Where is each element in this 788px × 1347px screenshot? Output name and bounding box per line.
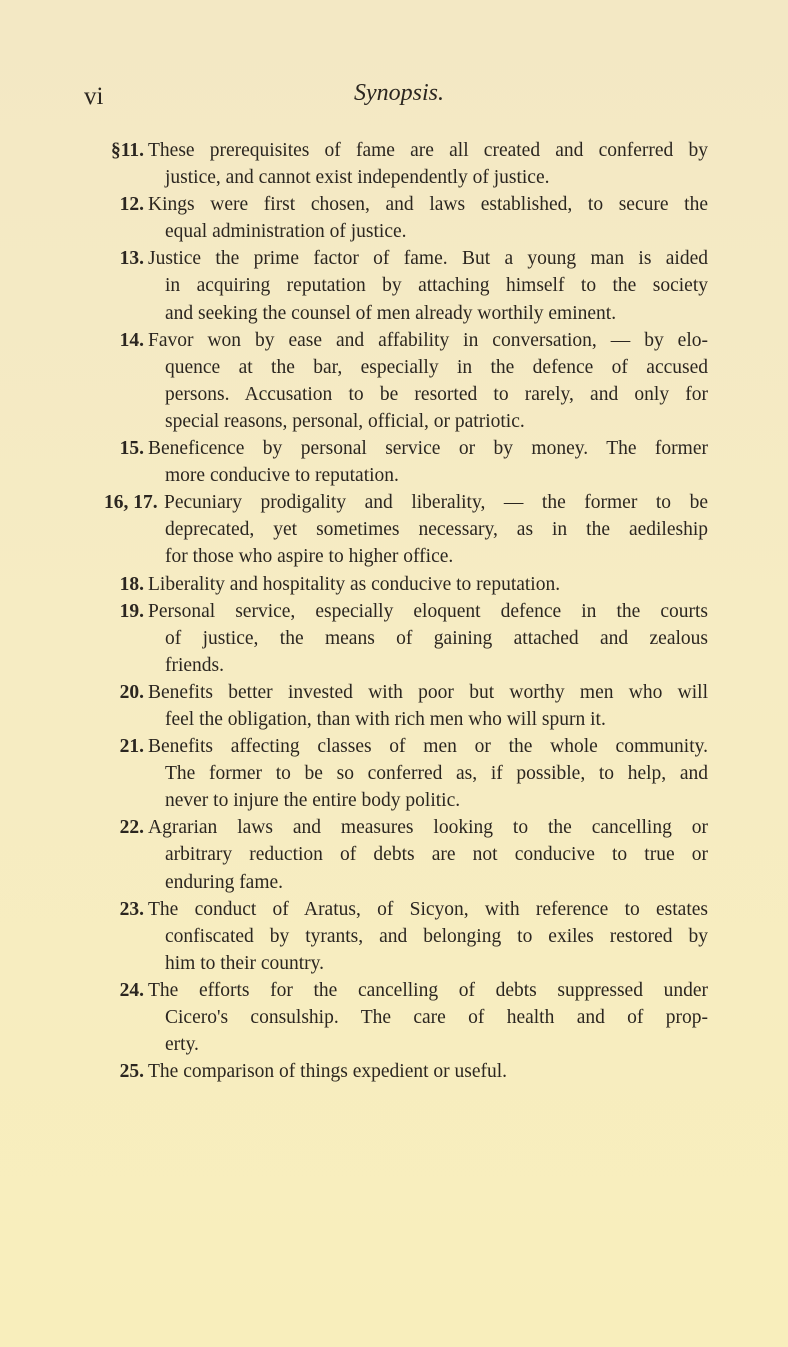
section-number: 18. bbox=[119, 573, 144, 595]
entry-text-line: Cicero's consulship. The care of health and of prop- bbox=[165, 1007, 708, 1028]
entry-text-line: never to injure the entire body politic. bbox=[165, 790, 461, 812]
synopsis-entry bbox=[104, 327, 708, 435]
entry-text-line: in acquiring reputation by attaching himself to the society bbox=[165, 275, 708, 297]
entry-text-line: The efforts for the cancelling of debts suppressed under bbox=[148, 979, 708, 1001]
entry-text-line: Agrarian laws and measures looking to the cancelling or bbox=[148, 817, 708, 839]
section-number: 19. bbox=[119, 600, 144, 622]
entry-text-line: and seeking the counsel of men already worthily eminent. bbox=[165, 302, 617, 324]
section-number: 14. bbox=[119, 329, 144, 351]
section-number: 24. bbox=[119, 979, 144, 1001]
entry-text-line: deprecated, yet sometimes necessary, as in the aedileship bbox=[165, 519, 708, 541]
entry-text-line: quence at the bar, especially in the defence of accused bbox=[165, 356, 708, 378]
entry-text-line: enduring fame. bbox=[165, 871, 284, 893]
synopsis-entry bbox=[104, 1058, 708, 1085]
entry-text-line: feel the obligation, than with rich men who will spurn it. bbox=[165, 708, 606, 730]
entry-text-line: Favor won by ease and affability in conversation, — by elo- bbox=[148, 329, 708, 351]
synopsis-entry bbox=[104, 245, 708, 326]
page-title: Synopsis. bbox=[354, 80, 444, 106]
synopsis-entry bbox=[104, 191, 708, 245]
synopsis-entry bbox=[104, 571, 708, 598]
entry-text-line: arbitrary reduction of debts are not conducive to true or bbox=[165, 844, 708, 866]
entry-text-line: special reasons, personal, official, or patriotic. bbox=[165, 410, 525, 432]
synopsis-entry bbox=[104, 896, 708, 977]
synopsis-entry bbox=[104, 977, 708, 1058]
entry-text-line: justice, and cannot exist independently of justice. bbox=[165, 167, 550, 189]
entry-text-line: The conduct of Aratus, of Sicyon, with reference to estates bbox=[148, 898, 708, 920]
section-number: 22. bbox=[119, 817, 144, 839]
synopsis-entry bbox=[104, 435, 708, 489]
entry-text-line: Kings were first chosen, and laws established, to secure the bbox=[148, 194, 708, 216]
entry-text-line: Justice the prime factor of fame. But a young man is aided bbox=[148, 248, 708, 270]
entry-text-line: Liberality and hospitality as conducive to reputation. bbox=[148, 573, 561, 595]
entry-text-line: Pecuniary prodigality and liberality, — the former to be bbox=[164, 492, 708, 514]
entry-text-line: for those who aspire to higher office. bbox=[165, 546, 454, 568]
section-number: §11. bbox=[110, 140, 144, 161]
section-number: 12. bbox=[119, 194, 144, 216]
section-number: 25. bbox=[119, 1061, 144, 1083]
synopsis-entry bbox=[104, 814, 708, 895]
entry-text-line: persons. Accusation to be resorted to rarely, and only for bbox=[165, 383, 708, 405]
entry-text-line: equal administration of justice. bbox=[165, 221, 407, 243]
section-number: 23. bbox=[119, 898, 144, 920]
section-number: 16, 17. bbox=[104, 492, 158, 514]
entry-text-line: Beneficence by personal service or by money. The former bbox=[148, 438, 708, 460]
synopsis-entry bbox=[104, 489, 708, 570]
entry-text-line: confiscated by tyrants, and belonging to exiles restored by bbox=[165, 925, 708, 947]
section-number: 15. bbox=[119, 438, 144, 460]
entry-text-line: Benefits better invested with poor but worthy men who will bbox=[148, 681, 708, 703]
entry-text-line: more conducive to reputation. bbox=[165, 465, 399, 487]
synopsis-entry bbox=[104, 598, 708, 679]
entry-text-line: The comparison of things expedient or useful. bbox=[148, 1061, 508, 1083]
entry-text-line: These prerequisites of fame are all created and conferred by bbox=[148, 140, 708, 161]
section-number: 21. bbox=[119, 736, 144, 758]
entry-text-line: him to their country. bbox=[165, 952, 325, 974]
section-number: 20. bbox=[119, 681, 144, 703]
entry-text-line: Benefits affecting classes of men or the whole community. bbox=[148, 736, 708, 758]
synopsis-entry bbox=[104, 137, 708, 191]
section-number: 13. bbox=[119, 248, 144, 270]
synopsis-entry bbox=[104, 679, 708, 733]
entry-text-line: erty. bbox=[165, 1034, 199, 1056]
page-number: vi bbox=[84, 83, 104, 110]
entry-text-line: of justice, the means of gaining attached and zealous bbox=[165, 627, 708, 649]
synopsis-entry bbox=[104, 733, 708, 814]
entry-text-line: Personal service, especially eloquent defence in the courts bbox=[148, 600, 708, 622]
synopsis-list bbox=[104, 137, 708, 1085]
entry-text-line: friends. bbox=[165, 654, 225, 676]
entry-text-line: The former to be so conferred as, if possible, to help, and bbox=[165, 763, 708, 785]
